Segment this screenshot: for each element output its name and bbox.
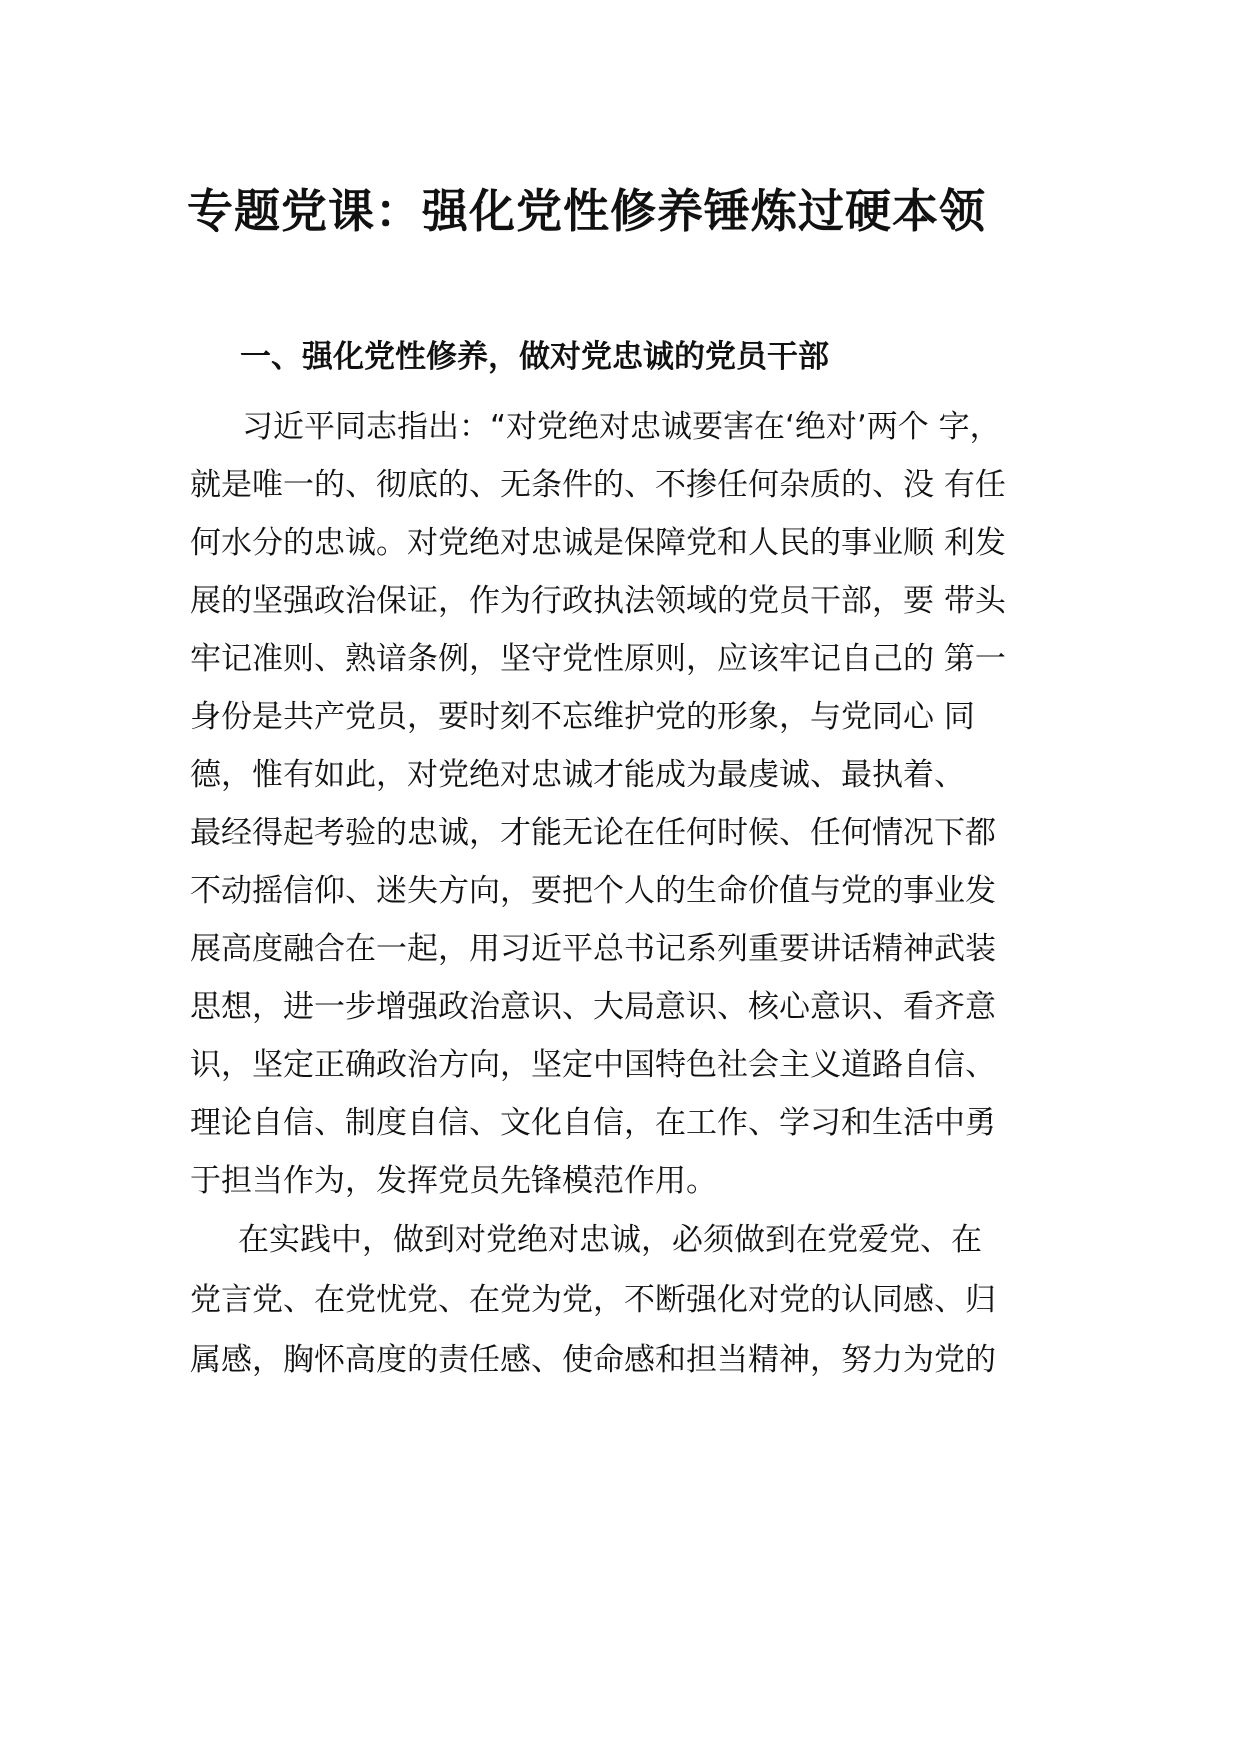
paragraph-line: 于担当作为，发挥党员先锋模范作用。	[190, 1163, 717, 1199]
paragraph-1	[190, 398, 1060, 1210]
paragraph-line: 身份是共产党员，要时刻不忘维护党的形象，与党同心 同	[190, 699, 975, 735]
document-title: 专题党课：强化党性修养锤炼过硬本领	[187, 184, 986, 238]
section-heading: 一、强化党性修养，做对党忠诚的党员干部	[240, 339, 829, 375]
paragraph-line: 展的坚强政治保证，作为行政执法领域的党员干部，要 带头	[190, 583, 1006, 619]
paragraph-line: 在实践中，做到对党绝对忠诚，必须做到在党爱党、在	[238, 1222, 982, 1258]
paragraph-line: 就是唯一的、彻底的、无条件的、不掺任何杂质的、没 有任	[190, 467, 1006, 503]
paragraph-line: 最经得起考验的忠诚，才能无论在任何时候、任何情况下都	[190, 815, 996, 851]
paragraph-line: 识，坚定正确政治方向，坚定中国特色社会主义道路自信、	[190, 1047, 996, 1083]
paragraph-line: 属感，胸怀高度的责任感、使命感和担当精神，努力为党的	[190, 1342, 996, 1378]
paragraph-2	[190, 1210, 1060, 1390]
paragraph-line: 德，惟有如此，对党绝对忠诚才能成为最虔诚、最执着、	[190, 757, 965, 793]
paragraph-line: 展高度融合在一起，用习近平总书记系列重要讲话精神武装	[190, 931, 996, 967]
paragraph-line: 何水分的忠诚。对党绝对忠诚是保障党和人民的事业顺 利发	[190, 525, 1006, 561]
paragraph-line: 牢记准则、熟谙条例，坚守党性原则，应该牢记自己的 第一	[190, 641, 1006, 677]
paragraph-line: 理论自信、制度自信、文化自信，在工作、学习和生活中勇	[190, 1105, 996, 1141]
paragraph-line: 党言党、在党忧党、在党为党，不断强化对党的认同感、归	[190, 1282, 996, 1318]
paragraph-line: 习近平同志指出：“对党绝对忠诚要害在‘绝对’两个 字，	[242, 409, 1001, 445]
paragraph-line: 不动摇信仰、迷失方向，要把个人的生命价值与党的事业发	[190, 873, 996, 909]
paragraph-line: 思想，进一步增强政治意识、大局意识、核心意识、看齐意	[190, 989, 996, 1025]
